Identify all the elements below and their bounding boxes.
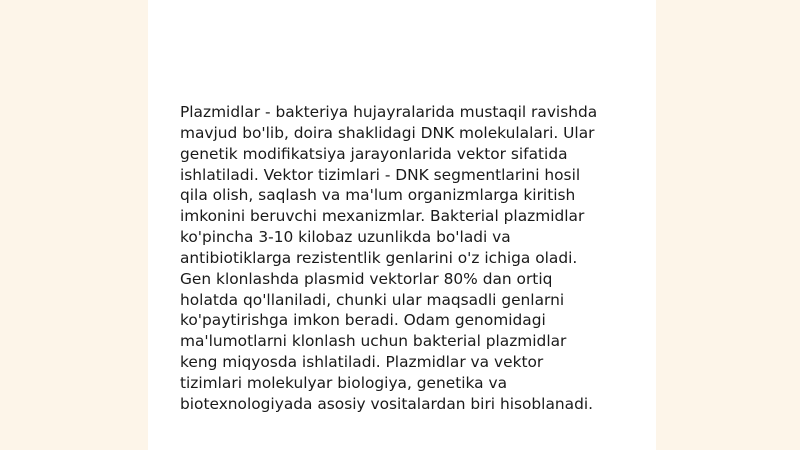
- document-page: [148, 0, 656, 450]
- body-paragraph: Plazmidlar - bakteriya hujayralarida mustaqil ravishda mavjud bo'lib, doira shaklidagi DNK molekulalari. Ular genetik modifikatsiya jarayonlarida vektor sifatida ishlatiladi. Vektor tizimlari - DNK segmentlarini hosil qila olish, saqlash va ma'lum organizmlarga kiritish imkonini beruvchi mexanizmlar. Bakterial plazmidlar ko'pincha 3-10 kilobaz uzunlikda bo'ladi va antibiotiklarga rezistentlik genlarini o'z ichiga oladi. Gen klonlashda plasmid vektorlar 80% dan ortiq holatda qo'llaniladi, chunki ular maqsadli genlarni ko'paytirishga imkon beradi. Odam genomidagi ma'lumotlarni klonlash uchun bakterial plazmidlar keng miqyosda ishlatiladi. Plazmidlar va vektor tizimlari molekulyar biologiya, genetika va biotexnologiyada asosiy vositalardan biri hisoblanadi.: [180, 103, 598, 413]
